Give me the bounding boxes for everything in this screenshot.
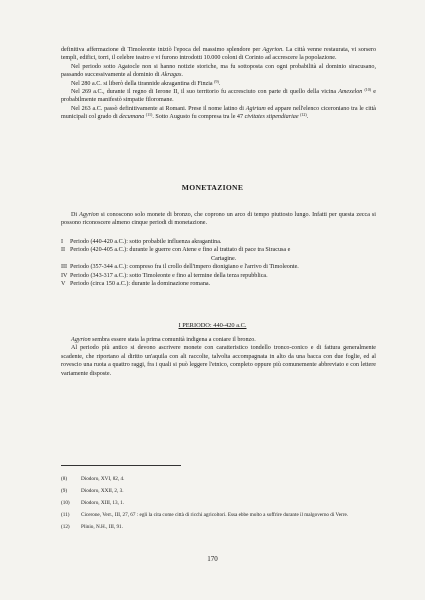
footnote: (12) Plinio, N.H., III, 91. bbox=[61, 524, 123, 530]
footnote: (10) Diodoro, XIII, 13, 1. bbox=[61, 500, 125, 506]
footnote: (11) Cicerone, Verr., III, 27, 67 : egli la cita come città di ricchi agricoltori. Essa ebbe molto a soffrire durante il malgoverno di Verre. bbox=[61, 512, 349, 518]
period-item: IV Periodo (343-317 a.C.): sotto Timoleonte e fino al termine della terza repubblica. bbox=[61, 272, 268, 279]
period-item: III Periodo (357-344 a.C.): compreso fra il crollo dell'impero dionigiano e l'arrivo di Timoleonte. bbox=[61, 264, 299, 271]
period-one-text: Agyrion sembra essere stata la prima comunità indigena a coniare il bronzo. Al periodo più antico si devono ascrivere monete con caratteristico tondello tronco-conico e di fattura generalmente scadente, che riportano al diritto un'aquila con ali raccolte, talvolta accompagnata in alto da una bacca con due foglie, ed al rovescio una ruota a quattro raggi, fra i quali si può leggere l'etnico, completo oppure più comunemente abbreviato e con lettere variamente disposte. bbox=[61, 337, 376, 377]
footnote-divider bbox=[61, 465, 181, 466]
monetazione-intro: Di Agyrion si conoscono solo monete di bronzo, che coprono un arco di tempo piuttosto lungo. Infatti per questa zecca si possono riconoscere almeno cinque periodi di monetazione. bbox=[61, 212, 376, 227]
footnote-ref-12: (12) bbox=[300, 112, 307, 118]
footnote-ref-9: (9) bbox=[214, 78, 219, 84]
period-item: II Periodo (420-405 a.C.): durante le guerre con Atene e fino al trattato di pace tra Siracusa e bbox=[61, 247, 291, 254]
period-item-continuation: Cartagine. bbox=[211, 255, 237, 262]
intro-paragraph-3: Nel 280 a.C. si liberò della tirannide akragantina di Finzia $^{(9)}$. bbox=[71, 78, 221, 87]
period-item: V Periodo (circa 150 a.C.): durante la dominazione romana. bbox=[61, 281, 211, 288]
page-number: 170 bbox=[207, 555, 218, 563]
period-item: I Periodo (440-420 a.C.): sotto probabile influenza akragantina. bbox=[61, 239, 222, 245]
footnote-ref-11: (11) bbox=[145, 112, 153, 118]
section-title: MONETAZIONE bbox=[181, 183, 244, 192]
footnotes bbox=[61, 476, 376, 536]
intro-text bbox=[61, 46, 376, 122]
footnote-ref-10: (10) bbox=[364, 87, 372, 93]
intro-paragraph-1: definitiva affermazione di Timoleonte iniziò l'epoca del massimo splendore per Agyrion. La città venne restaurata, vi sorsero templi, edifici, torri, il celebre teatro e vi furono introdotti 10.000 coloni di Corinto ad accrescere la popolazione. bbox=[61, 47, 376, 62]
subsection-heading: I PERIODO: 440-420 a.C. bbox=[178, 322, 247, 329]
intro-paragraph-4: Nel 269 a.C., durante il regno di Ierone II, il suo territorio fu accresciuto con parte di quello della vicina Amexelon $^{(10)}$ e probabilmente manifestò simpatie filoromane. bbox=[61, 87, 376, 104]
intro-paragraph-2: Nel periodo sotto Agatocle non si hanno notizie storiche, ma fu sottoposta con ogni probabilità al dominio siracusano, passando successivamente al dominio di Akragas. bbox=[61, 63, 376, 79]
periods-list bbox=[61, 238, 381, 288]
footnote: (9) Diodoro, XXII, 2, 3. bbox=[61, 488, 124, 494]
intro-paragraph-5: Nel 263 a.C. passò definitivamente ai Romani. Prese il nome latino di Agirium ed appare nell'elenco ciceroniano tra le città municipali col grado di decumana $^{(11)}$. Sotto Augusto fu compresa tra le 47 civitates stipendiariae $^{(12)}$. bbox=[61, 105, 376, 121]
footnote: (8) Diodoro, XVI, 82, 4. bbox=[61, 476, 125, 482]
